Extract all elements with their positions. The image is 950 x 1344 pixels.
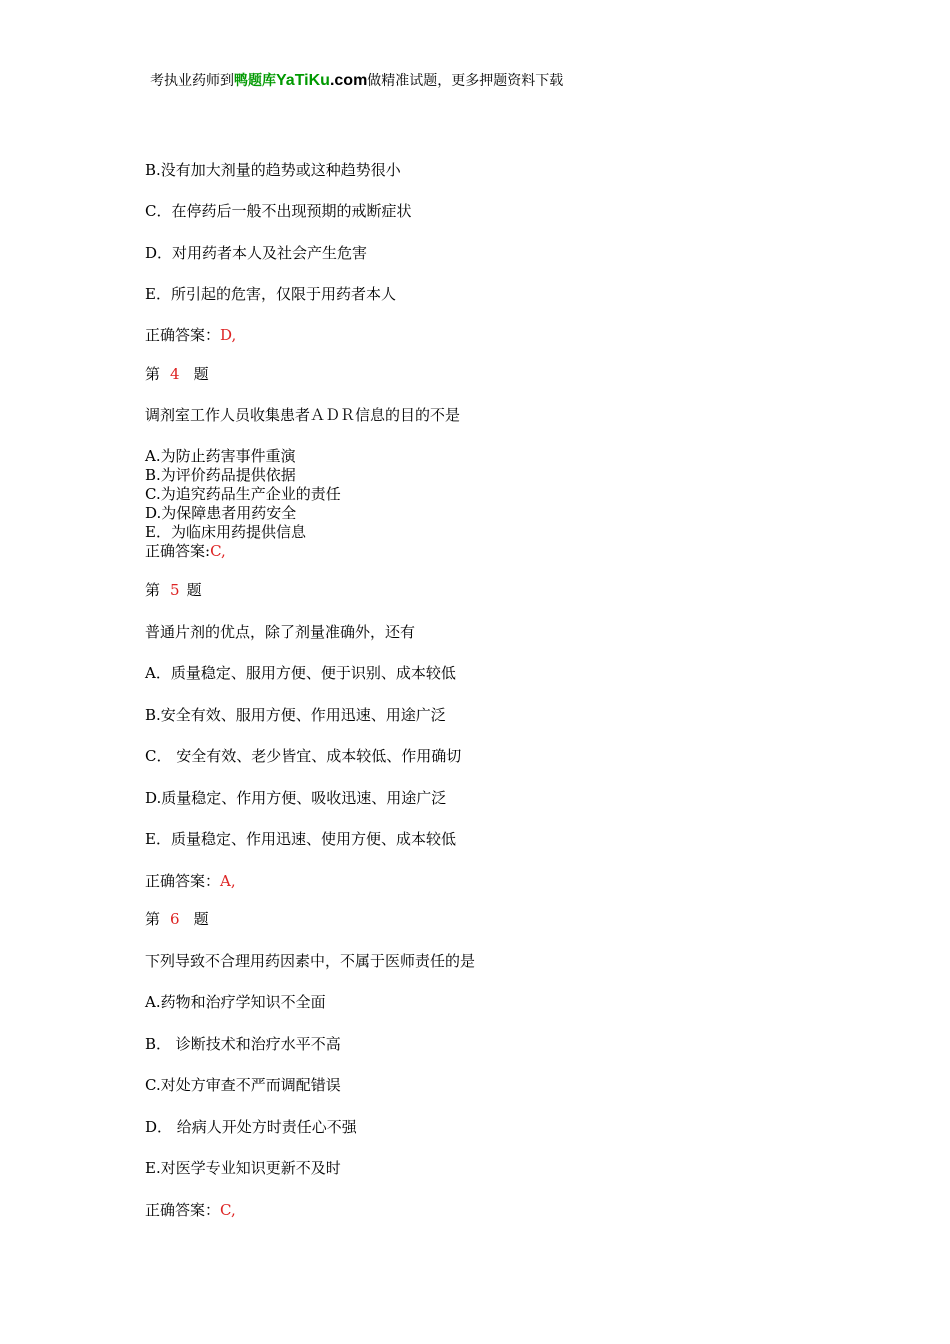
answer-value: D, <box>220 326 237 344</box>
q6-option-a: A.药物和治疗学知识不全面 <box>145 993 326 1011</box>
q5-option-d: D.质量稳定、作用方便、吸收迅速、用途广泛 <box>145 789 447 807</box>
q3-option-d: D．对用药者本人及社会产生危害 <box>145 244 368 262</box>
answer-label: 正确答案： <box>145 1201 221 1219</box>
brand-name-en[interactable]: YaTiKu <box>276 72 330 89</box>
question-number: 6 <box>170 910 180 928</box>
q5-option-c: C． 安全有效、老少皆宜、成本较低、作用确切 <box>145 747 462 765</box>
question-number: 5 <box>170 581 180 599</box>
q5-option-a: A．质量稳定、服用方便、便于识别、成本较低 <box>145 664 456 682</box>
q4-option-c: C.为追究药品生产企业的责任 <box>145 485 341 503</box>
question-suffix: 题 <box>193 365 209 383</box>
answer-label: 正确答案: <box>145 542 211 560</box>
answer-label: 正确答案： <box>145 326 221 344</box>
q3-option-e: E．所引起的危害，仅限于用药者本人 <box>145 285 396 303</box>
answer-value: C, <box>210 542 226 560</box>
q6-option-e: E.对医学专业知识更新不及时 <box>145 1159 341 1177</box>
q5-heading <box>145 580 202 600</box>
q6-option-d: D． 给病人开处方时责任心不强 <box>145 1118 357 1136</box>
header-prefix: 考执业药师到 <box>150 73 234 89</box>
question-prefix: 第 <box>145 581 161 599</box>
brand-name-cn[interactable]: 鸭题库 <box>234 73 276 89</box>
q3-option-c: C．在停药后一般不出现预期的戒断症状 <box>145 202 412 220</box>
q4-option-a: A.为防止药害事件重演 <box>145 447 296 465</box>
answer-value: A, <box>220 872 236 890</box>
question-prefix: 第 <box>145 365 161 383</box>
q4-option-b: B.为评价药品提供依据 <box>145 466 296 484</box>
q6-heading <box>145 909 209 929</box>
q5-answer <box>145 871 236 891</box>
question-suffix: 题 <box>193 910 209 928</box>
q4-heading <box>145 364 209 384</box>
q6-option-b: B． 诊断技术和治疗水平不高 <box>145 1035 341 1053</box>
q5-stem: 普通片剂的优点，除了剂量准确外，还有 <box>145 623 416 641</box>
q4-option-d: D.为保障患者用药安全 <box>145 504 297 522</box>
q6-option-c: C.对处方审查不严而调配错误 <box>145 1076 341 1094</box>
q6-answer <box>145 1200 236 1220</box>
q3-answer <box>145 325 236 345</box>
answer-label: 正确答案： <box>145 872 221 890</box>
header-suffix: 做精准试题，更多押题资料下载 <box>367 73 564 89</box>
q4-stem: 调剂室工作人员收集患者ＡＤＲ信息的目的不是 <box>145 406 461 424</box>
q4-answer <box>145 541 226 561</box>
q4-option-e: E．为临床用药提供信息 <box>145 523 306 541</box>
q3-option-b: B.没有加大剂量的趋势或这种趋势很小 <box>145 161 401 179</box>
q5-option-b: B.安全有效、服用方便、作用迅速、用途广泛 <box>145 706 446 724</box>
question-number: 4 <box>170 365 180 383</box>
answer-value: C, <box>220 1201 236 1219</box>
page-header <box>150 71 563 91</box>
question-prefix: 第 <box>145 910 161 928</box>
question-suffix: 题 <box>186 581 202 599</box>
brand-domain[interactable]: .com <box>329 72 368 89</box>
q5-option-e: E．质量稳定、作用迅速、使用方便、成本较低 <box>145 830 456 848</box>
q6-stem: 下列导致不合理用药因素中，不属于医师责任的是 <box>145 952 476 970</box>
